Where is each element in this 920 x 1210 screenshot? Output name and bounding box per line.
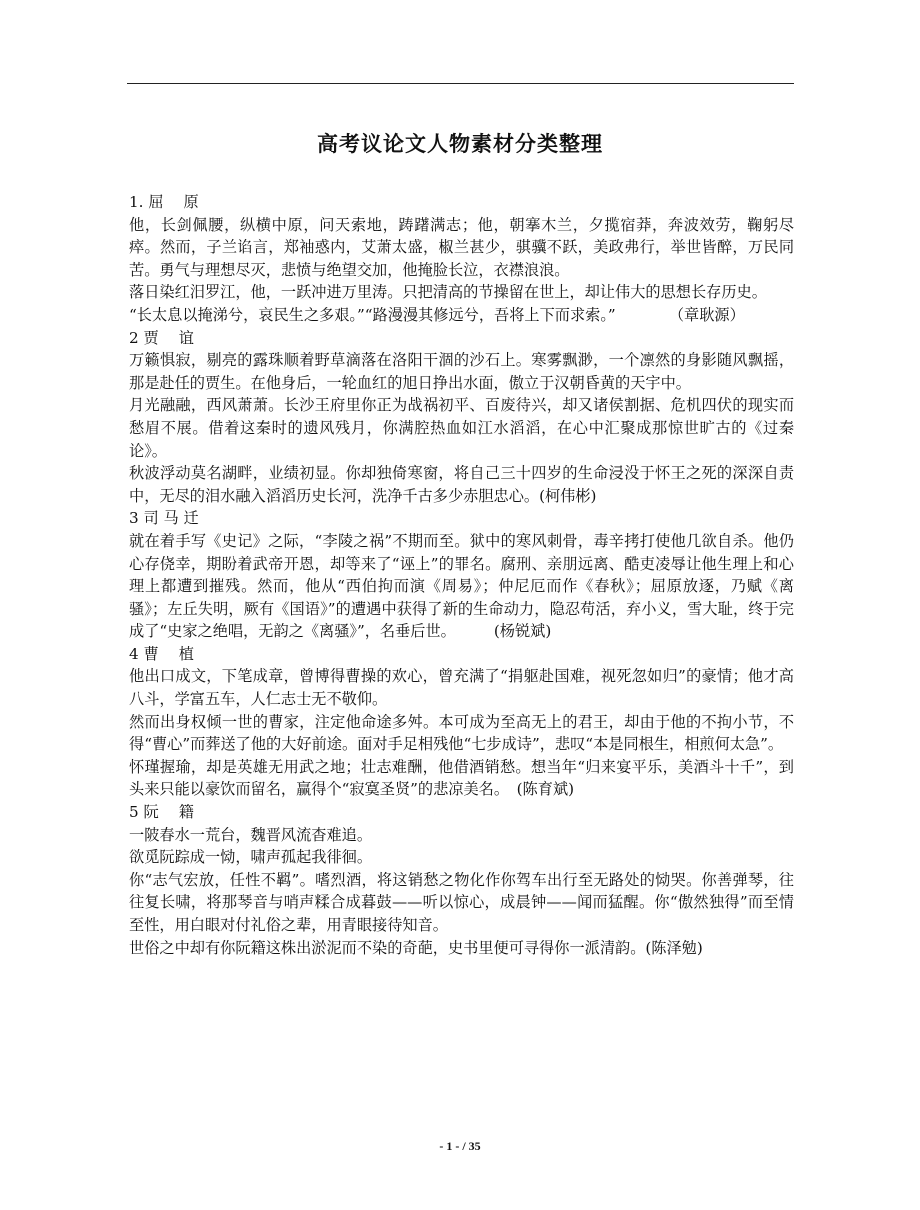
- section-4-paragraph: 他出口成文，下笔成章，曾博得曹操的欢心，曾充满了“捐躯赴国难，视死忽如归”的豪情；他才高八斗，学富五车，人仁志士无不敬仰。: [129, 667, 794, 709]
- section-2-paragraph: 万籁惧寂，剔亮的露珠顺着野草滴落在洛阳干涸的沙石上。寒雾飘渺，一个凛然的身影随风飘摇，那是赴任的贾生。在他身后，一轮血红的旭日挣出水面，傲立于汉朝昏黄的天宇中。: [129, 351, 794, 392]
- section-2-paragraph: 秋波浮动莫名湖畔，业绩初显。你却独倚寒窗，将自己三十四岁的生命浸没于怀王之死的深深自责中，无尽的泪水融入滔滔历史长河，洗净千古多少赤胆忠心。(柯伟彬): [129, 464, 794, 505]
- document-body: [129, 191, 794, 959]
- section-4-paragraph: 怀瑾握瑜，却是英雄无用武之地；壮志难酬，他借酒销愁。想当年“归来宴平乐，美酒斗十千”，到头来只能以豪饮而留名，赢得个“寂寞圣贤”的悲凉美名。 (陈育斌): [129, 757, 794, 799]
- section-heading-1: 1. 屈 原: [129, 193, 199, 211]
- section-heading-5: 5 阮 籍: [129, 803, 194, 822]
- section-3-paragraph: 就在着手写《史记》之际，“李陵之祸”不期而至。狱中的寒风刺骨，毒辛拷打使他几欲自杀。他仍心存侥幸，期盼着武帝开恩，却等来了“诬上”的罪名。腐刑、亲朋远离、酷吏凌辱让他生理上和心理上都遭到摧残。然而，他从“西伯拘而演《周易》；仲尼厄而作《春秋》；屈原放逐，乃赋《离骚》；左丘失明，厥有《国语》”的遭遇中获得了新的生命动力，隐忍苟活，弃小义，雪大耻，终于完成了“史家之绝唱，无韵之《离骚》”，名垂后世。 (杨锐斌): [129, 531, 794, 641]
- section-heading-3: 3 司 马 迁: [129, 509, 199, 528]
- section-5-paragraph: 你“志气宏放，任性不羁”。嗜烈酒，将这销愁之物化作你驾车出行至无路处的恸哭。你善弹琴，往往复长啸，将那琴音与哨声糅合成暮鼓——听以惊心，成晨钟——闻而猛醒。你“傲然独得”而至情至性，用白眼对付礼俗之辈，用青眼接待知音。: [129, 870, 794, 934]
- header-rule: [127, 83, 794, 84]
- document-title: 高考议论文人物素材分类整理: [317, 132, 603, 156]
- section-5-paragraph: 世俗之中却有你阮籍这株出淤泥而不染的奇葩，史书里便可寻得你一派清韵。(陈泽勉): [129, 938, 703, 957]
- section-5-paragraph: 欲觅阮踪成一恸，啸声孤起我徘徊。: [129, 848, 372, 867]
- section-4-paragraph: 然而出身权倾一世的曹家，注定他命途多舛。本可成为至高无上的君王，却由于他的不拘小节，不得“曹心”而葬送了他的大好前途。面对手足相残他“七步成诗”，悲叹“本是同根生，相煎何太急”。: [129, 712, 794, 754]
- section-2-paragraph: 月光融融，西风萧萧。长沙王府里你正为战祸初平、百废待兴，却又诸侯割据、危机四伏的现实而愁眉不展。借着这秦时的遗风残月，你满腔热血如江水滔滔，在心中汇聚成那惊世旷古的《过秦论》。: [129, 396, 794, 460]
- section-heading-2: 2 贾 谊: [129, 328, 194, 347]
- page-number: - 1 - / 35: [439, 1139, 481, 1153]
- section-1-paragraph: 落日染红汨罗江，他，一跃冲进万里涛。只把清高的节操留在世上，却让伟大的思想长存历史。: [129, 283, 767, 302]
- section-1-paragraph: 他，长剑佩腰，纵横中原，问天索地，踌躇满志；他，朝搴木兰，夕揽宿莽，奔波效劳，鞠躬尽瘁。然而，子兰谄言，郑袖惑内，艾萧太盛，椒兰甚少，骐骥不跃，美政弗行，举世皆醉，万民同苦。勇气与理想尽灭，悲愤与绝望交加，他掩脸长泣，衣襟浪浪。: [129, 215, 794, 279]
- section-5-paragraph: 一陂春水一荒台，魏晋风流杳难追。: [129, 825, 372, 844]
- section-1-paragraph: “长太息以掩涕兮，哀民生之多艰。”“路漫漫其修远兮，吾将上下而求索。” （章耿源）: [129, 305, 745, 324]
- section-heading-4: 4 曹 植: [129, 644, 194, 663]
